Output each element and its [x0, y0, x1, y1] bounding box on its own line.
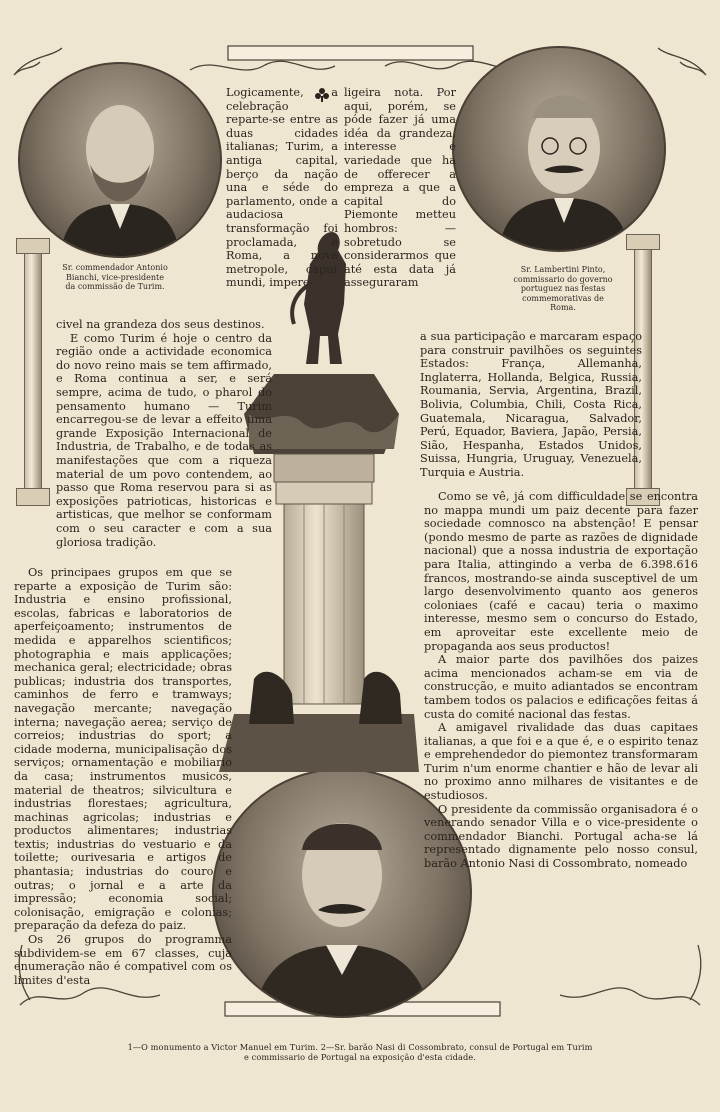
text-top-right [344, 86, 456, 290]
caption-left: Sr. commendador Antonio Bianchi, vice-presidente da commissão de Turim. [62, 263, 168, 291]
text-bottom-left [14, 566, 232, 987]
caption-right: Sr. Lambertini Pinto, commissario do governo portuguez nas festas commemorativas de Roma. [513, 265, 613, 312]
paragraph: Logicamente, a celebração reparte-se entre as duas cidades italianas; Turim, a antiga capital, berço da nação una e séde do parlamento, onde a audaciosa transformação foi proclamada, e Roma, a nova metropole, caput mundi, impere- [226, 86, 338, 290]
text-bottom-right [424, 490, 698, 871]
caption-line: 1—O monumento a Victor Manuel em Turim. 2—Sr. barão Nasi di Cossombrato, consul de Portugal em Turim [127, 1042, 593, 1052]
text-mid-left [56, 318, 272, 549]
text-mid-right [420, 330, 642, 480]
left-pillar-base [16, 488, 50, 506]
paragraph: civel na grandeza dos seus destinos. [56, 318, 265, 331]
paragraph: ligeira nota. Por aqui, porém, se póde fazer já uma idéa da grandeza, interesse e variedade que ha de offerecer a empreza a que a capital do Piemonte metteu hombros: — sobretudo se considerarmos que até esta data já asseguraram [344, 86, 456, 290]
paragraph: A maior parte dos pavilhões dos paizes acima mencionados acham-se em via de construcção, e muito adiantados se encontram tambem todos os palacios e edificações feitas á custa do comité nacional das festas. [424, 653, 698, 721]
paragraph: E como Turim é hoje o centro da região onde a actividade economica do novo reino mais se tem affirmado, e Roma continua a ser, e será sempre, acima de tudo, o pharol do pensamento humano — Turim encarregou-se de levar a effeito uma grande Exposição Internacional de Industria, de Trabalho, e de todas as manifestações que com a riqueza material de um povo contendem, ao passo que Roma reservou para si as exposições patrioticas, historicas e artisticas, que melhor se conformam com o seu caracter e com a sua gloriosa tradição. [56, 331, 272, 549]
left-pillar-capital [16, 238, 50, 254]
right-pillar-capital [626, 234, 660, 250]
portrait-antonio-bianchi [18, 62, 222, 258]
left-pillar [24, 250, 42, 490]
portrait-lambertini-pinto [452, 46, 666, 252]
paragraph: O presidente da commissão organisadora é o venerando senador Villa e o vice-presidente o commendador Bianchi. Portugal acha-se lá representado dignamente pelo nosso consul, barão Antonio Nasi di Cossombrato, nomeado [424, 802, 698, 871]
caption-line: e commissario de Portugal na exposição d'esta cidade. [244, 1052, 476, 1062]
paragraph: A amigavel rivalidade das duas capitaes italianas, a que foi e a que é, e o espirito tenaz e emprehendedor do piemontez transformaram Turim n'um enorme chantier e hão de levar ali no proximo anno milhares de visitantes e de estudiosos. [424, 721, 698, 803]
text-top-left [226, 86, 338, 290]
paragraph: Como se vê, já com difficuldade se encontra no mappa mundi um paiz decente para fazer sociedade comnosco na abstenção! E pensar (pondo mesmo de parte as razões de dignidade nacional) que a nossa industria de exportação para Italia, attingindo a verba de 6.398.616 francos, mostrando-se ainda susceptivel de um largo desenvolvimento quanto aos generos coloniaes (café e cacau) teria o maximo interesse, mesmo sem o concurso do Estado, em aproveitar este excellente meio de propaganda aos seus productos! [424, 490, 698, 653]
paragraph: Os principaes grupos em que se reparte a exposição de Turim são: Industria e ensino profissional, escolas, fabricas e laboratorios de aperfeiçoamento; instrumentos de medida e apparelhos scientificos; photographia e mais applicações; mechanica geral; electricidade; obras publicas; industria dos transportes, caminhos de ferro e tramways; navegação mercante; navegação interna; navegação aerea; serviço de correios; industrias do sport; a cidade moderna, municipalisação dos serviços; ornamentação e mobiliario da casa; instrumentos musicos, material de theatros; silvicultura e industrias florestaes; agricultura, machinas agricolas; industrias e productos alimentares; industrias textis; industrias do vestuario e da toilette; ourivesaria e artigos de phantasia; industrias do couro e outras; o jornal e a arte da impressão; economia social; colonisação, emigração e colonias; preparação da defeza do paiz. [14, 566, 232, 933]
paragraph: Os 26 grupos do programma subdividem-se em 67 classes, cuja enumeração não é compativel com os limites d'esta [14, 933, 232, 987]
paragraph: a sua participação e marcaram espaço para construir pavilhões os seguintes Estados: França, Allemanha, Inglaterra, Hollanda, Belgica, Russia, Roumania, Servia, Argentina, Brazil, Bolivia, Columbia, Chili, Costa Rica, Guatemala, Nicaragua, Salvador, Perú, Equador, Baviera, Japão, Persia, Sião, Hespanha, Estados Unidos, Suissa, Hungria, Uruguay, Venezuela, Turquia e Austria. [420, 330, 642, 479]
figure-caption [40, 1042, 680, 1062]
